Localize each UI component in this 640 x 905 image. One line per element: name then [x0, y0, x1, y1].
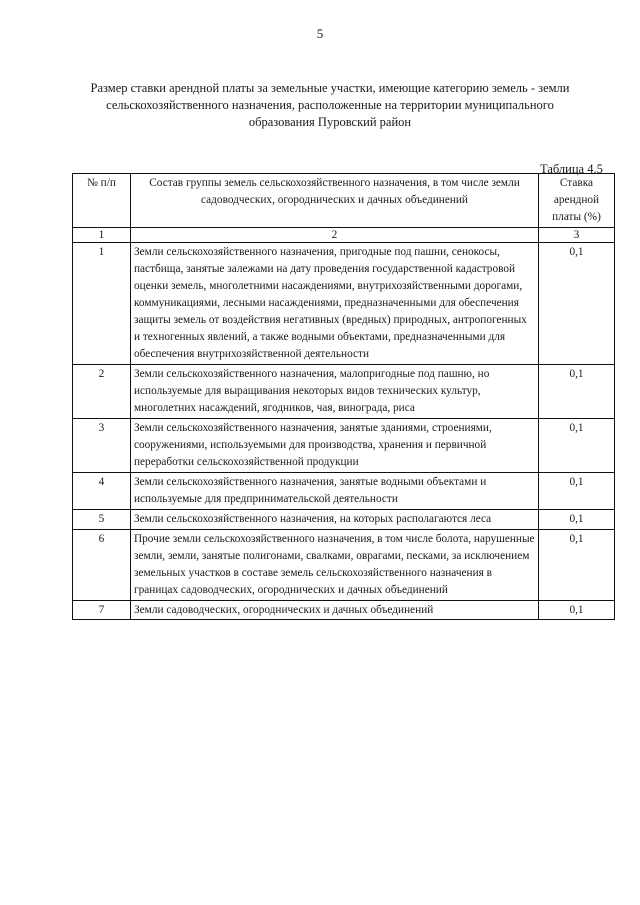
row-number: 4: [73, 473, 131, 510]
heading-line: сельскохозяйственного назначения, расположенные на территории муниципального: [106, 98, 554, 112]
row-description: Земли садоводческих, огороднических и дачных объединений: [131, 601, 539, 620]
table-row: [73, 365, 615, 419]
rates-table: [72, 173, 615, 620]
row-number: 6: [73, 530, 131, 601]
row-description: Земли сельскохозяйственного назначения, занятые зданиями, строениями, сооружениями, используемыми для производства, хранения и первичной переработки сельскохозяйственной продукции: [131, 419, 539, 473]
column-index: 2: [131, 228, 539, 243]
row-description: Земли сельскохозяйственного назначения, пригодные под пашни, сенокосы, пастбища, занятые залежами на дату проведения государственной кадастровой оценки земель, многолетними насаждениями, внутрихозяйственными дорогами, коммуникациями, лесными насаждениями, предназначенными для обеспечения защиты земель от воздействия негативных (вредных) природных, антропогенных и техногенных явлений, а также водными объектами, предназначенными для обеспечения внутрихозяйственной деятельности: [131, 243, 539, 365]
row-number: 1: [73, 243, 131, 365]
row-rate: 0,1: [539, 601, 615, 620]
header-rate: Ставка арендной платы (%): [539, 174, 615, 228]
table-row: [73, 473, 615, 510]
table-row: [73, 419, 615, 473]
heading-line: Размер ставки арендной платы за земельные участки, имеющие категорию земель - земли: [90, 81, 570, 95]
document-heading: [80, 80, 580, 131]
header-composition: Состав группы земель сельскохозяйственного назначения, в том числе земли садоводческих, огороднических и дачных объединений: [131, 174, 539, 228]
row-number: 7: [73, 601, 131, 620]
column-index: 3: [539, 228, 615, 243]
column-index-row: [73, 228, 615, 243]
row-rate: 0,1: [539, 473, 615, 510]
row-rate: 0,1: [539, 365, 615, 419]
table-header-row: [73, 174, 615, 228]
row-description: Земли сельскохозяйственного назначения, занятые водными объектами и используемые для предпринимательской деятельности: [131, 473, 539, 510]
row-rate: 0,1: [539, 510, 615, 530]
page-number: 5: [316, 26, 324, 41]
table-caption: Таблица 4.5: [540, 162, 603, 176]
row-description: Земли сельскохозяйственного назначения, малопригодные под пашню, но используемые для выращивания некоторых видов технических культур, многолетних насаждений, ягодников, чая, винограда, риса: [131, 365, 539, 419]
header-number: № п/п: [73, 174, 131, 228]
row-description: Прочие земли сельскохозяйственного назначения, в том числе болота, нарушенные земли, земли, занятые полигонами, свалками, оврагами, песками, за исключением земельных участков в составе земель сельскохозяйственного назначения в границах садоводческих, огороднических и дачных объединений: [131, 530, 539, 601]
row-rate: 0,1: [539, 419, 615, 473]
row-number: 3: [73, 419, 131, 473]
column-index: 1: [73, 228, 131, 243]
row-rate: 0,1: [539, 530, 615, 601]
table-row: [73, 601, 615, 620]
row-number: 5: [73, 510, 131, 530]
row-number: 2: [73, 365, 131, 419]
table-row: [73, 530, 615, 601]
row-description: Земли сельскохозяйственного назначения, на которых располагаются леса: [131, 510, 539, 530]
table-row: [73, 510, 615, 530]
row-rate: 0,1: [539, 243, 615, 365]
heading-line: образования Пуровский район: [248, 115, 412, 129]
table-row: [73, 243, 615, 365]
